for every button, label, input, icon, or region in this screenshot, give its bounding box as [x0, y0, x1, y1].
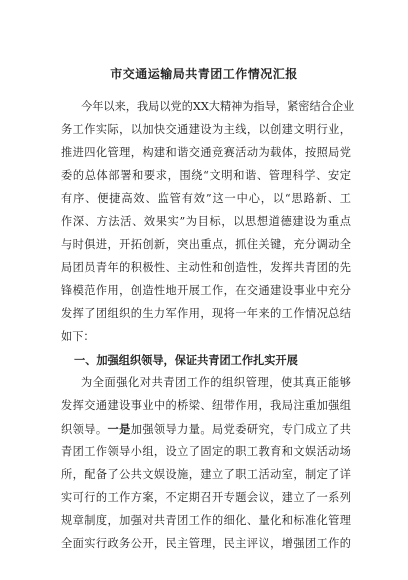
document-title: 市交通运输局共青团工作情况汇报: [110, 67, 298, 81]
paragraph-line: 务工作实际，以加快交通建设为主线，以创建文明行业，: [61, 123, 351, 136]
paragraph-line: 发挥交通建设事业中的桥梁、纽带作用，我局注重加强组: [61, 399, 351, 412]
paragraph-line-start: 织领导。: [61, 423, 108, 436]
paragraph-line: 委的总体部署和要求，围绕“文明和谐、管理科学、安定: [61, 169, 351, 182]
paragraph-line: 推进四化管理，构建和谐交通竞赛活动为载体，按照局党: [61, 146, 351, 159]
paragraph-line: 规章制度，加强对共青团工作的细化、量化和标准化管理: [61, 514, 351, 527]
paragraph-line: 青团工作领导小组，设立了固定的职工教育和文娱活动场: [61, 445, 351, 458]
paragraph-line: 发挥了团组织的生力军作用，现将一年来的工作情况总结: [61, 307, 351, 320]
paragraph-line: 为全面强化对共青团工作的组织管理，使其真正能够: [81, 376, 351, 389]
paragraph-line: 与时俱进，开拓创新，突出重点，抓住关键，充分调动全: [61, 238, 351, 251]
paragraph-line: 局团员青年的积极性、主动性和创造性，发挥共青团的先: [61, 261, 351, 274]
paragraph-line: 实可行的工作方案，不定期召开专题会议，建立了一系列: [61, 491, 351, 504]
paragraph-line: 所，配备了公共文娱设施，建立了职工活动室，制定了详: [61, 468, 351, 481]
paragraph-line: 全面实行政务公开，民主管理，民主评议，增强团工作的: [61, 537, 351, 550]
section-heading: 一、加强组织领导，保证共青团工作扎实开展: [74, 353, 298, 367]
paragraph-line: 作深、方法活、效果实”为目标，以思想道德建设为重点: [61, 215, 351, 228]
paragraph-line-mixed: [61, 421, 351, 438]
paragraph-line: 今年以来，我局以党的XX大精神为指导，紧密结合企业: [81, 100, 355, 113]
paragraph-line: 锋模范作用，创造性地开展工作，在交通建设事业中充分: [61, 284, 351, 297]
paragraph-line-tail: 加强领导力量。局党委研究，专门成立了共: [130, 423, 351, 436]
paragraph-line: 有序、便捷高效、监管有效”这一中心，以“思路新、工: [61, 192, 351, 205]
paragraph-line: 如下：: [61, 330, 95, 343]
emphasis-first: 一是: [107, 422, 131, 436]
